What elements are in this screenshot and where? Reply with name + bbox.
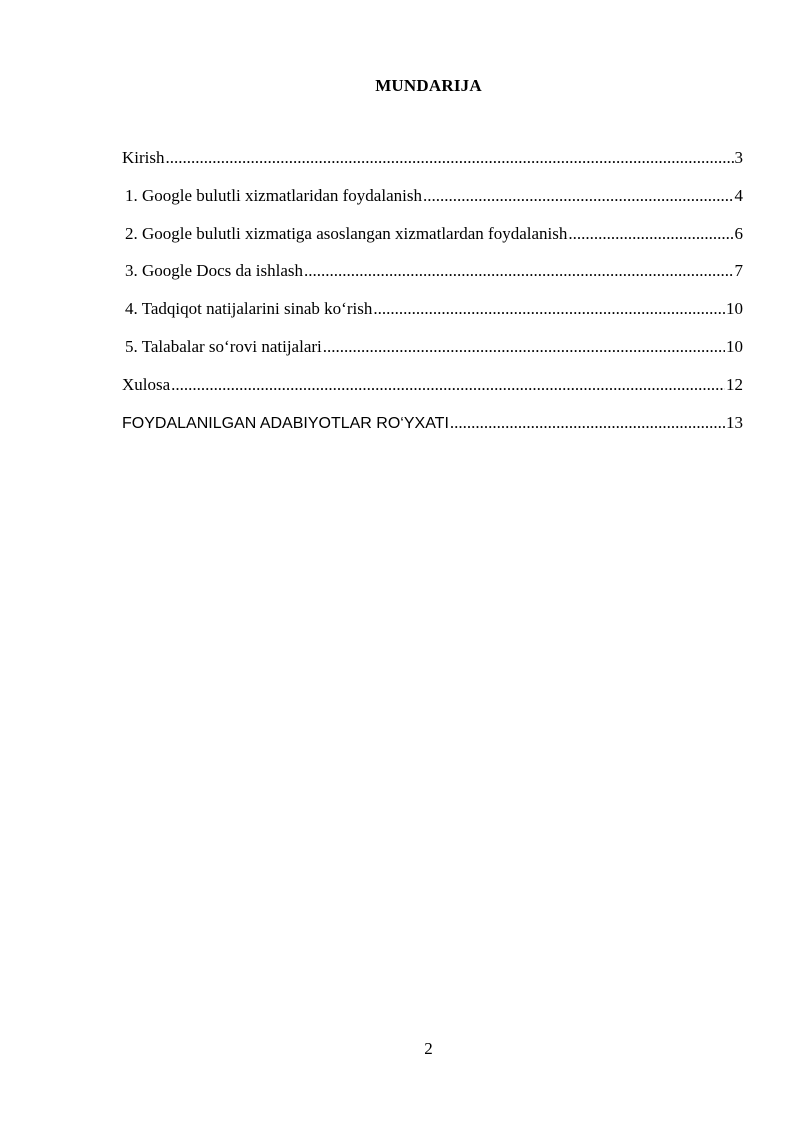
toc-entry-text: 5. Talabalar so‘rovi natijalari (125, 336, 322, 356)
toc-entry-page: 4 (734, 185, 743, 205)
toc-entry-text: 2. Google bulutli xizmatiga asoslangan xizmatlardan foydalanish (125, 223, 568, 243)
toc-entry-section-4 (122, 299, 743, 337)
toc-entry-page: 3 (734, 148, 743, 167)
toc-entry-page: 13 (726, 412, 743, 432)
toc-entry-text: 4. Tadqiqot natijalarini sinab ko‘rish (125, 299, 373, 319)
toc-dot-leader (373, 299, 725, 319)
toc-dot-leader (323, 337, 725, 357)
toc-entry-text: 1. Google bulutli xizmatlaridan foydalanish (125, 185, 422, 205)
page-number: 2 (424, 1039, 433, 1058)
toc-entry-page: 6 (734, 223, 743, 243)
toc-entry-page: 10 (726, 299, 743, 319)
toc-entry-text: Xulosa (122, 374, 171, 394)
toc-entry-text: FOYDALANILGAN ADABIYOTLAR RO‘YXATI (122, 414, 449, 432)
toc-entry-page: 7 (734, 261, 743, 281)
toc-entry-section-3 (122, 261, 743, 299)
toc-entry-conclusion (122, 375, 743, 413)
toc-entry-section-1 (122, 186, 743, 224)
toc-entry-section-2 (122, 224, 743, 262)
toc-dot-leader (568, 224, 733, 244)
toc-entry-text: Kirish (122, 148, 165, 167)
toc-entry-section-5 (122, 337, 743, 375)
toc-dot-leader (171, 375, 725, 395)
toc-entry-page: 12 (726, 374, 743, 394)
table-of-contents (122, 148, 743, 450)
toc-entry-references (122, 413, 743, 451)
toc-title: MUNDARIJA (375, 76, 482, 95)
toc-dot-leader (304, 261, 733, 281)
toc-dot-leader (423, 186, 734, 206)
toc-dot-leader (450, 413, 725, 433)
toc-entry-text: 3. Google Docs da ishlash (125, 261, 304, 281)
toc-entry-page: 10 (726, 336, 743, 356)
toc-entry-introduction (122, 148, 743, 186)
toc-dot-leader (166, 148, 734, 168)
